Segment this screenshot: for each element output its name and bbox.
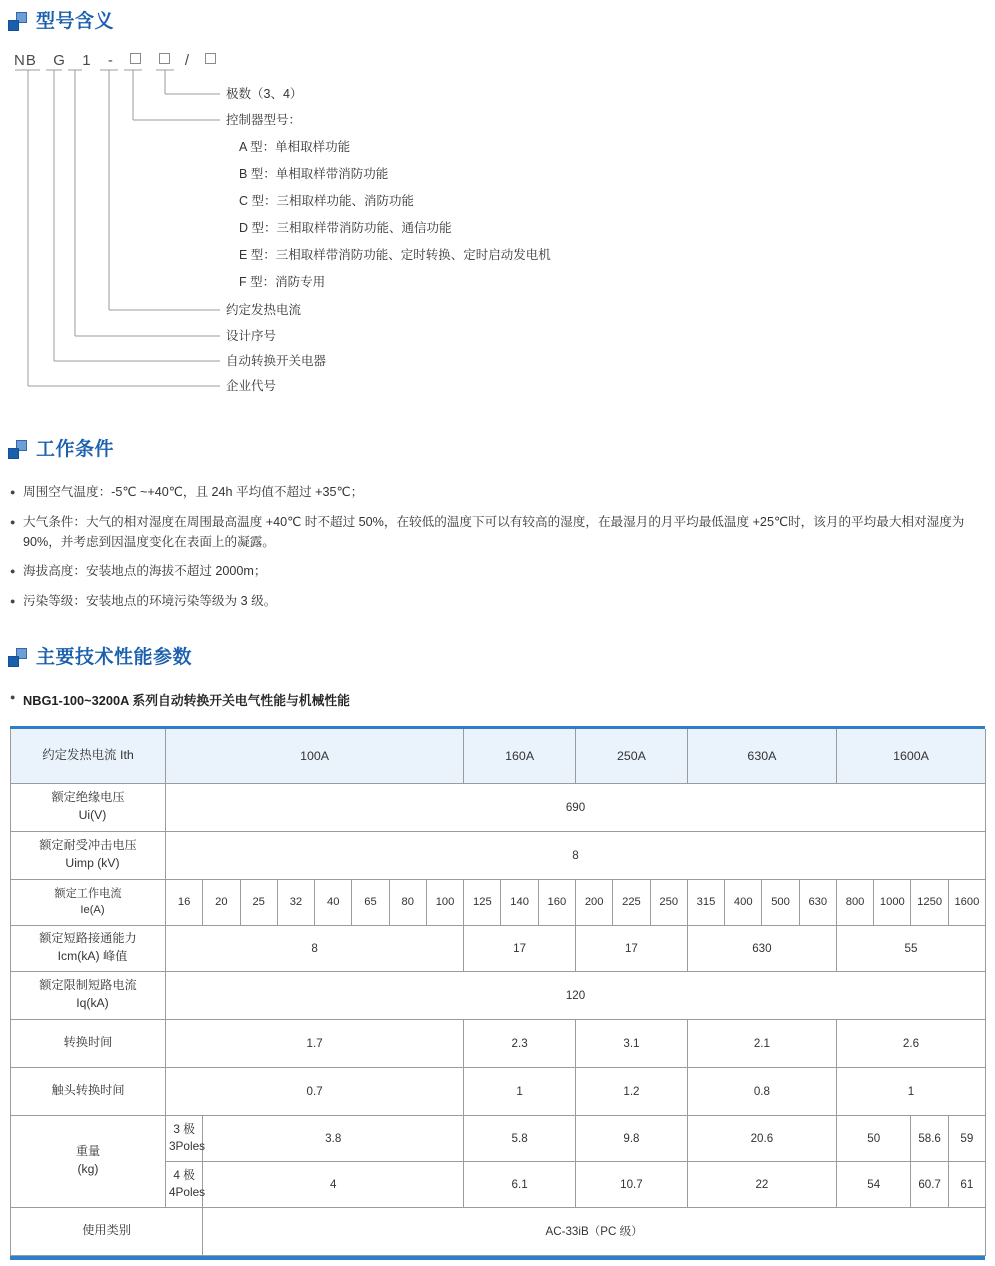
table-bottom-accent-bar <box>10 1256 985 1260</box>
condition-item <box>10 512 970 553</box>
row-label-line2: Icm(kA) 峰值 <box>57 949 128 963</box>
table-row <box>11 1019 986 1067</box>
header-frame-100a: 100A <box>166 729 464 783</box>
header-frame-250a: 250A <box>576 729 688 783</box>
model-code-g: G <box>53 52 66 69</box>
table-row <box>11 879 986 925</box>
legend-type-a: A 型：单相取样功能 <box>239 140 351 154</box>
icm-value-630a: 630 <box>687 925 836 971</box>
row-label-contact-transfer-time: 触头转换时间 <box>11 1067 166 1115</box>
legend-type-e: E 型：三相取样带消防功能、定时转换、定时启动发电机 <box>239 248 551 262</box>
row-label-icm <box>11 925 166 971</box>
spec-table <box>10 729 986 1256</box>
row-label-line1: 额定耐受冲击电压 <box>39 838 137 853</box>
section-header-conditions <box>8 440 114 459</box>
row-label-line2: Ui(V) <box>78 808 107 822</box>
icm-value-160a: 17 <box>464 925 576 971</box>
row-label-ie <box>11 879 166 925</box>
current-cell: 1000 <box>874 879 911 925</box>
weight-4p-800a: 54 <box>836 1161 911 1207</box>
weight-sublabel-3poles <box>166 1115 206 1161</box>
current-cell: 1600 <box>948 879 985 925</box>
model-designation-diagram <box>8 48 708 403</box>
bullet-icon: ● <box>10 692 16 702</box>
row-label-line2: Uimp (kV) <box>65 856 120 870</box>
model-code-box-3 <box>205 53 216 64</box>
condition-item <box>10 561 970 582</box>
section-title-params: 主要技术性能参数 <box>36 647 193 668</box>
current-cell: 250 <box>650 879 687 925</box>
current-cell: 16 <box>166 879 203 925</box>
model-code-nb: NB <box>14 52 37 69</box>
row-value-uimp: 8 <box>166 831 986 879</box>
row-label-line1: 额定绝缘电压 <box>51 790 125 805</box>
weight-3p-160a: 5.8 <box>464 1115 576 1161</box>
contact-time-100a: 0.7 <box>166 1067 464 1115</box>
bullet-icon: ● <box>10 566 16 577</box>
icm-value-1600a: 55 <box>836 925 985 971</box>
weight-sublabel-4poles <box>166 1161 206 1207</box>
table-row <box>11 831 986 879</box>
section-marker-icon <box>8 440 27 459</box>
section-title-model: 型号含义 <box>36 11 115 32</box>
legend-thermal: 约定发热电流 <box>226 303 302 317</box>
model-code-line <box>14 52 216 69</box>
weight-sublabel-line2: 3Poles <box>169 1139 206 1153</box>
bullet-icon: ● <box>10 516 16 527</box>
current-cell: 1250 <box>911 879 948 925</box>
row-label-line2: Iq(kA) <box>76 996 109 1010</box>
row-label-usage: 使用类别 <box>11 1207 203 1255</box>
contact-time-160a: 1 <box>464 1067 576 1115</box>
weight-4p-100a: 4 <box>203 1161 464 1207</box>
weight-3p-1600a: 59 <box>948 1115 985 1161</box>
legend-ats: 自动转换开关电器 <box>226 354 327 368</box>
current-cell: 32 <box>277 879 314 925</box>
current-cell: 100 <box>426 879 463 925</box>
row-label-uimp <box>11 831 166 879</box>
current-cell: 500 <box>762 879 799 925</box>
weight-label-line2: (kg) <box>77 1162 99 1176</box>
table-header-row <box>11 729 986 783</box>
params-subtitle-row <box>10 690 350 709</box>
icm-value-100a: 8 <box>166 925 464 971</box>
weight-4p-160a: 6.1 <box>464 1161 576 1207</box>
current-cell: 800 <box>836 879 873 925</box>
row-label-transfer-time: 转换时间 <box>11 1019 166 1067</box>
model-code-box-2 <box>159 53 170 64</box>
params-subtitle: NBG1-100~3200A 系列自动转换开关电气性能与机械性能 <box>23 693 350 708</box>
condition-text: 周围空气温度：-5℃ ~+40℃，且 24h 平均值不超过 +35℃； <box>23 485 364 499</box>
current-cell: 65 <box>352 879 389 925</box>
weight-4p-1250a: 60.7 <box>911 1161 948 1207</box>
contact-time-630a: 0.8 <box>687 1067 836 1115</box>
weight-4p-250a: 10.7 <box>576 1161 688 1207</box>
weight-4p-1600a: 61 <box>948 1161 985 1207</box>
row-value-iq: 120 <box>166 971 986 1019</box>
section-header-model <box>8 12 114 31</box>
contact-time-1600a: 1 <box>836 1067 985 1115</box>
table-row <box>11 925 986 971</box>
row-label-line1: 额定工作电流 <box>54 887 122 900</box>
model-code-slash: / <box>184 52 191 69</box>
weight-3p-630a: 20.6 <box>687 1115 836 1161</box>
table-row <box>11 1067 986 1115</box>
transfer-time-160a: 2.3 <box>464 1019 576 1067</box>
condition-item <box>10 591 970 612</box>
current-cell: 140 <box>501 879 538 925</box>
weight-3p-800a: 50 <box>836 1115 911 1161</box>
current-cell: 20 <box>203 879 240 925</box>
current-cell: 315 <box>687 879 724 925</box>
current-cell: 200 <box>576 879 613 925</box>
legend-type-b: B 型：单相取样带消防功能 <box>239 167 389 181</box>
transfer-time-100a: 1.7 <box>166 1019 464 1067</box>
legend-controller: 控制器型号： <box>226 113 302 127</box>
weight-label-line1: 重量 <box>75 1144 101 1159</box>
header-frame-1600a: 1600A <box>836 729 985 783</box>
section-header-params <box>8 648 192 667</box>
header-frame-630a: 630A <box>687 729 836 783</box>
table-row <box>11 971 986 1019</box>
current-cell: 25 <box>240 879 277 925</box>
current-cell: 80 <box>389 879 426 925</box>
current-cell: 125 <box>464 879 501 925</box>
current-cell: 40 <box>315 879 352 925</box>
weight-sublabel-line1: 3 极 <box>173 1122 195 1137</box>
weight-3p-250a: 9.8 <box>576 1115 688 1161</box>
table-row <box>11 783 986 831</box>
transfer-time-1600a: 2.6 <box>836 1019 985 1067</box>
header-label-cell: 约定发热电流 Ith <box>11 729 166 783</box>
table-row <box>11 1207 986 1255</box>
spec-table-container <box>10 726 985 1260</box>
section-title-conditions: 工作条件 <box>36 439 115 460</box>
icm-value-250a: 17 <box>576 925 688 971</box>
weight-sublabel-line1: 4 极 <box>173 1168 195 1183</box>
current-cell: 225 <box>613 879 650 925</box>
legend-type-d: D 型：三相取样带消防功能、通信功能 <box>239 221 452 235</box>
condition-text: 大气条件：大气的相对湿度在周围最高温度 +40℃ 时不超过 50%，在较低的温度下可以有较高的湿度，在最湿月的月平均最低温度 +25℃时，该月的平均最大相对湿度为 90%，并考虑到因温度变化在表面上的凝露。 <box>23 514 965 550</box>
current-cell: 630 <box>799 879 836 925</box>
working-conditions-list <box>10 482 970 621</box>
weight-4p-630a: 22 <box>687 1161 836 1207</box>
current-cell: 400 <box>725 879 762 925</box>
row-value-ui: 690 <box>166 783 986 831</box>
row-label-line1: 额定短路接通能力 <box>39 931 137 946</box>
section-marker-icon <box>8 648 27 667</box>
legend-type-f: F 型：消防专用 <box>239 275 326 289</box>
contact-time-250a: 1.2 <box>576 1067 688 1115</box>
model-code-1: 1 <box>82 52 92 69</box>
legend-company-code: 企业代号 <box>226 379 277 393</box>
header-frame-160a: 160A <box>464 729 576 783</box>
section-marker-icon <box>8 12 27 31</box>
row-value-usage: AC-33iB（PC 级） <box>203 1207 986 1255</box>
row-label-iq <box>11 971 166 1019</box>
model-code-dash: - <box>107 52 114 69</box>
legend-poles: 极数（3、4） <box>226 87 303 101</box>
transfer-time-250a: 3.1 <box>576 1019 688 1067</box>
row-label-weight <box>11 1115 166 1207</box>
bullet-icon: ● <box>10 487 16 497</box>
row-label-line2: Ie(A) <box>80 904 105 916</box>
row-label-line1: 额定限制短路电流 <box>39 978 137 993</box>
model-code-box-1 <box>130 53 141 64</box>
transfer-time-630a: 2.1 <box>687 1019 836 1067</box>
weight-sublabel-line2: 4Poles <box>169 1185 206 1199</box>
legend-type-c: C 型：三相取样功能、消防功能 <box>239 194 415 208</box>
weight-3p-1250a: 58.6 <box>911 1115 948 1161</box>
table-row <box>11 1115 986 1161</box>
legend-design-no: 设计序号 <box>226 329 277 343</box>
condition-text: 海拔高度：安装地点的海拔不超过 2000m； <box>23 564 267 579</box>
bullet-icon: ● <box>10 596 16 607</box>
weight-3p-100a: 3.8 <box>203 1115 464 1161</box>
condition-text: 污染等级：安装地点的环境污染等级为 3 级。 <box>23 594 277 609</box>
row-label-ui <box>11 783 166 831</box>
condition-item <box>10 482 970 503</box>
current-cell: 160 <box>538 879 575 925</box>
